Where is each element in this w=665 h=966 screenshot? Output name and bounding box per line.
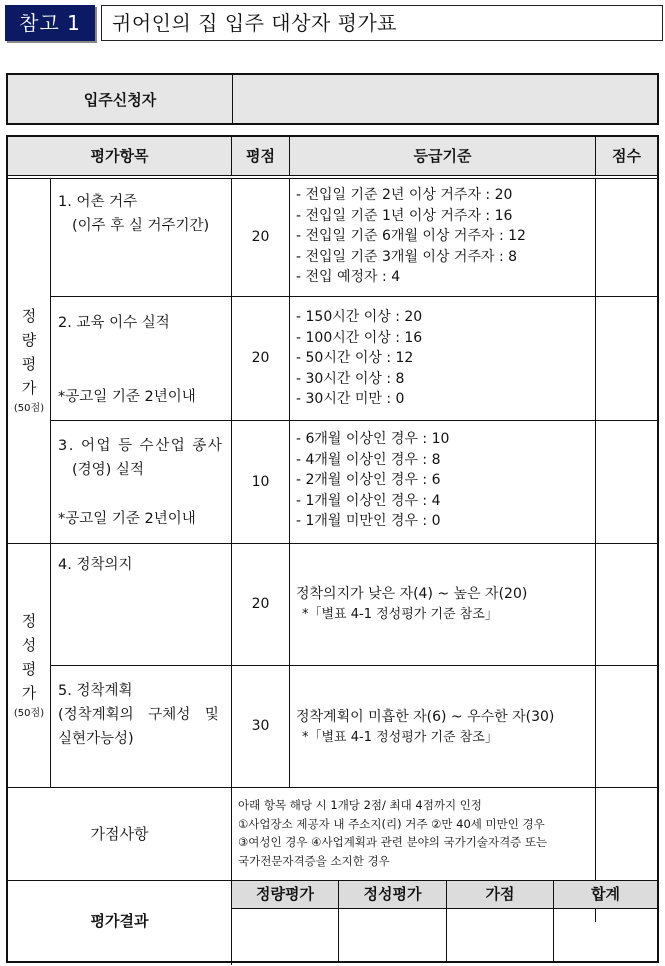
col-header-score: 점수 xyxy=(596,137,657,175)
applicant-label: 입주신청자 xyxy=(8,75,233,123)
score-input-bonus[interactable] xyxy=(596,788,657,880)
bonus-label: 가점사항 xyxy=(90,824,149,843)
score-input-education[interactable] xyxy=(596,297,657,420)
item-subtitle: (정착계획의 구체성 및 xyxy=(58,707,219,723)
item-title: 2. 교육 이수 실적 xyxy=(58,315,170,331)
criteria-line: - 전입일 기준 1년 이상 거주자 : 16 xyxy=(296,207,513,224)
page-title: 귀어인의 집 입주 대상자 평가표 xyxy=(101,5,663,41)
item-settlement-will xyxy=(58,555,228,576)
group-label-char: 가 xyxy=(21,379,37,397)
item-settlement-plan xyxy=(58,679,228,751)
bonus-line: 국가전문자격증을 소지한 경우 xyxy=(238,853,390,868)
item-education xyxy=(58,313,228,334)
item-title: 1. 어촌 거주 xyxy=(58,194,138,210)
item-title: 5. 정착계획 xyxy=(58,683,133,699)
result-header-bonus: 가점 xyxy=(447,881,553,908)
group-label-char: 정 xyxy=(21,307,37,325)
col-header-criteria: 등급기준 xyxy=(290,137,595,175)
col-header-item: 평가항목 xyxy=(8,137,231,175)
score-input-settlement-will[interactable] xyxy=(596,544,657,665)
item-subtitle: (경영) 실적 xyxy=(72,462,144,478)
criteria-line: - 전입 예정자 : 4 xyxy=(296,269,401,285)
bonus-line: ①사업장소 제공자 내 주소지(리) 거주 ②만 40세 미만인 경우 xyxy=(238,816,545,831)
criteria-fishery xyxy=(296,429,594,532)
bonus-line: ③여성인 경우 ④사업계획과 관련 분야의 국가기술자격증 또는 xyxy=(238,835,548,849)
group-label-char: 량 xyxy=(21,331,37,349)
result-header-qualitative: 정성평가 xyxy=(339,881,446,908)
group-label-note: (50점) xyxy=(13,707,45,719)
criteria-line: - 150시간 이상 : 20 xyxy=(296,309,423,325)
criteria-line: - 100시간 이상 : 16 xyxy=(296,329,423,346)
criteria-line: - 30시간 이상 : 8 xyxy=(296,370,405,387)
criteria-settlement-will xyxy=(296,584,594,625)
points-fishery: 10 xyxy=(251,473,270,490)
group-label-char: 가 xyxy=(21,683,37,702)
section-badge: 참고 1 xyxy=(5,5,95,41)
criteria-line: - 1개월 미만인 경우 : 0 xyxy=(296,513,441,529)
criteria-residence xyxy=(296,185,594,288)
points-education: 20 xyxy=(251,350,270,367)
result-header-quantitative: 정량평가 xyxy=(232,881,338,908)
bonus-line: 아래 항목 해당 시 1개당 2점/ 최대 4점까지 인정 xyxy=(238,798,482,812)
item-title: 3. 어업 등 수산업 종사 xyxy=(58,438,224,454)
applicant-row xyxy=(6,73,659,125)
criteria-line: - 30시간 미만 : 0 xyxy=(296,391,405,407)
group-label-note: (50점) xyxy=(13,403,45,414)
group-label-char: 정 xyxy=(21,611,37,630)
criteria-line: - 2개월 이상인 경우 : 6 xyxy=(296,472,441,488)
criteria-line: - 6개월 이상인 경우 : 10 xyxy=(296,431,450,447)
group-label-qualitative xyxy=(8,544,50,787)
result-input-quantitative[interactable] xyxy=(232,909,338,961)
item-title: 4. 정착의지 xyxy=(58,557,133,573)
result-header-total: 합계 xyxy=(554,881,657,908)
criteria-line: - 1개월 이상인 경우 : 4 xyxy=(296,492,441,509)
result-input-total[interactable] xyxy=(554,909,657,961)
criteria-line: - 전입일 기준 6개월 이상 거주자 : 12 xyxy=(296,228,526,244)
criteria-line: - 4개월 이상인 경우 : 8 xyxy=(296,451,441,468)
criteria-line: - 전입일 기준 2년 이상 거주자 : 20 xyxy=(296,187,513,203)
criteria-education xyxy=(296,307,594,410)
criteria-settlement-plan xyxy=(296,707,594,748)
item-fishery xyxy=(58,434,230,482)
bonus-description xyxy=(232,788,595,880)
item-fishery-note: *공고일 기준 2년이내 xyxy=(58,511,196,527)
criteria-line: - 전입일 기준 3개월 이상 거주자 : 8 xyxy=(296,248,518,265)
score-input-residence[interactable] xyxy=(596,179,657,296)
result-label: 평가결과 xyxy=(90,911,149,930)
item-subtitle: 실현가능성) xyxy=(58,731,134,747)
criteria-reference: *「별표 4-1 정성평가 기준 참조」 xyxy=(302,606,498,622)
group-label-quantitative xyxy=(8,179,50,543)
item-subtitle: (이주 후 실 거주기간) xyxy=(72,218,210,234)
points-settlement-plan: 30 xyxy=(251,718,270,735)
criteria-line: 정착의지가 낮은 자(4) ~ 높은 자(20) xyxy=(296,586,528,602)
item-residence xyxy=(58,190,228,238)
evaluation-table xyxy=(6,135,659,963)
group-label-char: 평 xyxy=(21,355,37,373)
points-residence: 20 xyxy=(251,229,270,246)
criteria-line: - 50시간 이상 : 12 xyxy=(296,350,414,366)
criteria-line: 정착계획이 미흡한 자(6) ~ 우수한 자(30) xyxy=(296,709,555,725)
points-settlement-will: 20 xyxy=(251,596,270,613)
col-header-points: 평점 xyxy=(232,137,289,175)
criteria-reference: *「별표 4-1 정성평가 기준 참조」 xyxy=(302,729,498,745)
score-input-fishery[interactable] xyxy=(596,421,657,543)
score-input-settlement-plan[interactable] xyxy=(596,666,657,787)
result-input-qualitative[interactable] xyxy=(339,909,446,961)
applicant-input[interactable] xyxy=(233,75,657,123)
item-education-note: *공고일 기준 2년이내 xyxy=(58,389,196,405)
group-label-char: 성 xyxy=(21,635,37,654)
group-label-char: 평 xyxy=(21,659,37,678)
result-input-bonus[interactable] xyxy=(447,909,553,961)
